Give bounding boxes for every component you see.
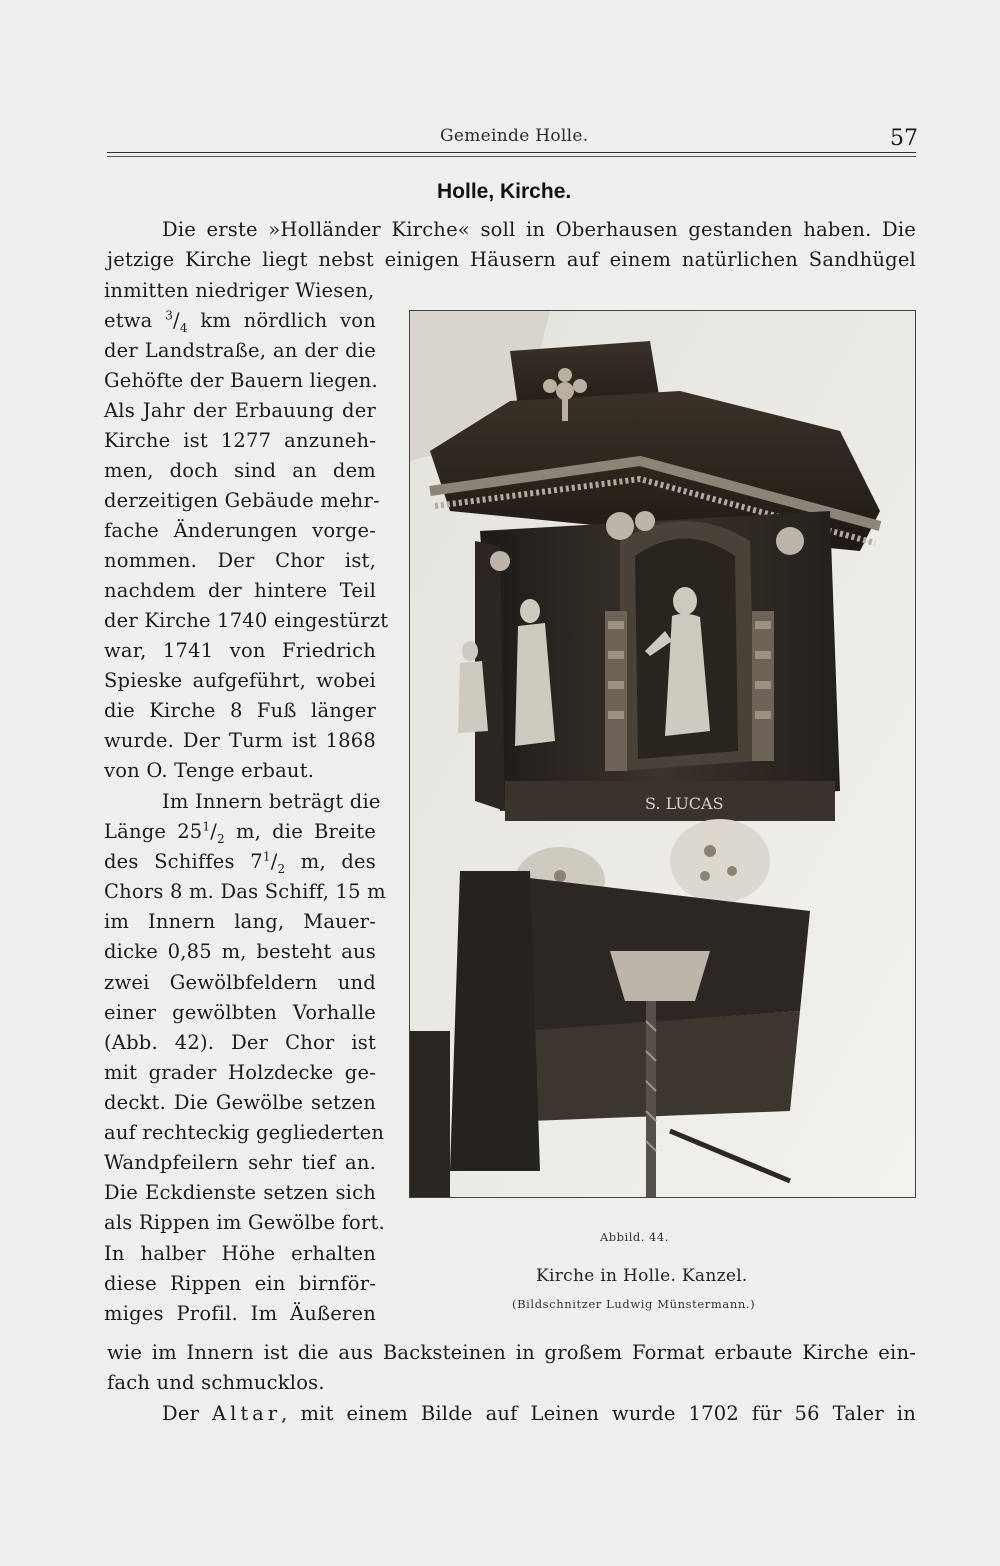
text-fragment: des Schiffes bbox=[104, 850, 235, 873]
body-line: einer gewölbten Vorhalle bbox=[104, 1001, 376, 1024]
text-fragment: Der bbox=[162, 1402, 213, 1425]
body-line: im Innern lang, Mauer- bbox=[104, 910, 376, 933]
fraction-denominator: 2 bbox=[277, 861, 286, 876]
fraction-numerator: 3 bbox=[165, 308, 174, 323]
body-line-distance: etwa $^3/_4$ km nördlich von bbox=[104, 308, 376, 335]
text-fragment: m, die Breite bbox=[224, 820, 376, 843]
body-line: Spieske aufgeführt, wobei bbox=[104, 669, 376, 692]
body-line: diese Rippen ein birnför- bbox=[104, 1272, 376, 1295]
body-line: zwei Gewölbfeldern und bbox=[104, 971, 376, 994]
inscription: S. LUCAS bbox=[645, 794, 724, 813]
section-heading: Holle, Kirche. bbox=[437, 180, 572, 203]
body-line: jetzige Kirche liegt nebst einigen Häusern auf einem natürlichen Sandhügel bbox=[107, 248, 916, 271]
body-line: men, doch sind an dem bbox=[104, 459, 376, 482]
body-line: (Abb. 42). Der Chor ist bbox=[104, 1031, 376, 1054]
figure-caption: Kirche in Holle. Kanzel. bbox=[536, 1266, 748, 1286]
body-line: Die Eckdienste setzen sich bbox=[104, 1181, 376, 1204]
pulpit-photograph bbox=[409, 310, 916, 1198]
body-line: von O. Tenge erbaut. bbox=[104, 759, 315, 782]
header-rule-thin bbox=[107, 156, 916, 157]
body-line: dicke 0,85 m, besteht aus bbox=[104, 940, 376, 963]
text-fragment: , mit einem Bilde auf Leinen wurde 1702 für 56 Taler in bbox=[281, 1402, 916, 1425]
body-line: Als Jahr der Erbauung der bbox=[104, 399, 376, 422]
fraction-denominator: 4 bbox=[179, 320, 188, 335]
body-line: der Kirche 1740 eingestürzt bbox=[104, 609, 389, 632]
fraction-numerator: 1 bbox=[202, 819, 211, 834]
body-line: die Kirche 8 Fuß länger bbox=[104, 699, 376, 722]
body-line: nommen. Der Chor ist, bbox=[104, 549, 376, 572]
body-line: mit grader Holzdecke ge- bbox=[104, 1061, 376, 1084]
body-line: der Landstraße, an der die bbox=[104, 339, 376, 362]
body-line: auf rechteckig gegliederten bbox=[104, 1121, 385, 1144]
text-fragment: 7 bbox=[250, 850, 263, 873]
figure-credit: (Bildschnitzer Ludwig Münstermann.) bbox=[512, 1297, 756, 1311]
text-fragment: etwa bbox=[104, 309, 166, 332]
text-fragment: m, des bbox=[285, 850, 376, 873]
text-fragment: Länge 25 bbox=[104, 820, 203, 843]
pulpit-illustration bbox=[410, 311, 915, 1197]
body-line: war, 1741 von Friedrich bbox=[104, 639, 376, 662]
body-line: als Rippen im Gewölbe fort. bbox=[104, 1211, 385, 1234]
body-line-schiff: des Schiffes $7^1/_2$ m, des bbox=[104, 849, 376, 876]
body-line: wurde. Der Turm ist 1868 bbox=[104, 729, 376, 752]
header-rule bbox=[107, 152, 916, 153]
body-line: wie im Innern ist die aus Backsteinen in großem Format erbaute Kirche ein- bbox=[107, 1341, 916, 1364]
body-line: Im Innern beträgt die bbox=[162, 790, 381, 813]
body-line: Wandpfeilern sehr tief an. bbox=[104, 1151, 376, 1174]
body-line-laenge: Länge $25^1/_2$ m, die Breite bbox=[104, 819, 376, 846]
body-line: fache Änderungen vorge- bbox=[104, 519, 376, 542]
text-fragment: km nördlich von bbox=[187, 309, 376, 332]
body-line: Gehöfte der Bauern liegen. bbox=[104, 369, 378, 392]
body-line: inmitten niedriger Wiesen, bbox=[104, 279, 375, 302]
body-line: nachdem der hintere Teil bbox=[104, 579, 376, 602]
fraction-denominator: 2 bbox=[217, 831, 225, 846]
body-line: Kirche ist 1277 anzuneh- bbox=[104, 429, 376, 452]
body-line: fach und schmucklos. bbox=[107, 1371, 325, 1394]
body-line: derzeitigen Gebäude mehr- bbox=[104, 489, 380, 512]
body-line: Chors 8 m. Das Schiff, 15 m bbox=[104, 880, 386, 903]
body-line: miges Profil. Im Äußeren bbox=[104, 1302, 376, 1325]
body-line: In halber Höhe erhalten bbox=[104, 1242, 376, 1265]
figure-label: Abbild. 44. bbox=[600, 1230, 669, 1244]
running-header: Gemeinde Holle. bbox=[440, 126, 589, 146]
body-line-altar bbox=[162, 1399, 916, 1429]
body-line: deckt. Die Gewölbe setzen bbox=[104, 1091, 376, 1114]
body-line: Die erste »Holländer Kirche« soll in Oberhausen gestanden haben. Die bbox=[162, 218, 916, 241]
page-number: 57 bbox=[890, 126, 918, 151]
fraction-numerator: 1 bbox=[262, 849, 271, 864]
spaced-term: Altar bbox=[212, 1402, 282, 1425]
